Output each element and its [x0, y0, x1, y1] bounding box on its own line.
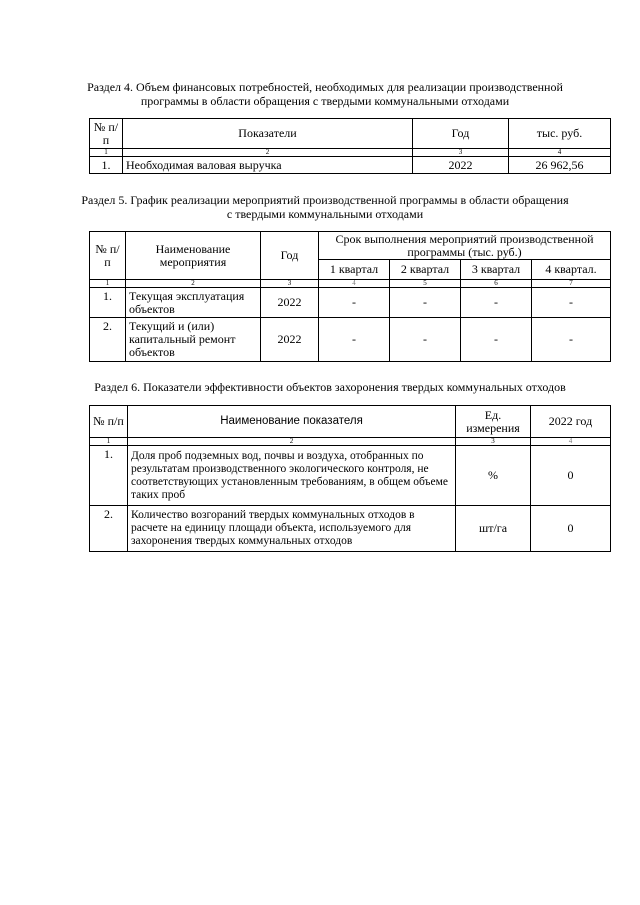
row-name: Необходимая валовая выручка — [123, 157, 413, 174]
s4-header-num: № п/п — [90, 119, 123, 149]
table-row — [90, 157, 611, 174]
row-q4: - — [532, 318, 611, 362]
s4-colnum: 3 — [413, 149, 509, 157]
s5-header-name: Наименование мероприятия — [126, 232, 261, 280]
row-value: 0 — [531, 506, 611, 552]
row-name: Доля проб подземных вод, почвы и воздуха, отобранных по результатам производственного экологического контроля, не соответствующих установленным требованиям, в общем объеме таких проб — [128, 446, 456, 506]
s6-header-unit: Ед. измерения — [456, 406, 531, 438]
s5-colnum: 5 — [390, 280, 461, 288]
row-year: 2022 — [261, 288, 319, 318]
s5-colnum: 4 — [319, 280, 390, 288]
s6-colnum: 3 — [456, 438, 531, 446]
row-q4: - — [532, 288, 611, 318]
s5-header-q2: 2 квартал — [390, 260, 461, 280]
s4-colnum: 2 — [123, 149, 413, 157]
section5-table — [89, 231, 611, 362]
section6-table — [89, 405, 611, 552]
s5-colnum: 1 — [90, 280, 126, 288]
s5-header-q3: 3 квартал — [461, 260, 532, 280]
row-q3: - — [461, 288, 532, 318]
s5-colnum: 3 — [261, 280, 319, 288]
row-num: 2. — [90, 506, 128, 552]
s4-colnum: 4 — [509, 149, 611, 157]
s5-colnum: 7 — [532, 280, 611, 288]
s6-header-name: Наименование показателя — [128, 406, 456, 438]
table-row — [90, 446, 611, 506]
row-q2: - — [390, 318, 461, 362]
s5-colnum: 2 — [126, 280, 261, 288]
section5-title: Раздел 5. График реализации мероприятий производственной программы в области обращения с твердыми коммунальными отходами — [81, 193, 569, 221]
s5-header-term: Срок выполнения мероприятий производственной программы (тыс. руб.) — [319, 232, 611, 260]
s5-header-q4: 4 квартал. — [532, 260, 611, 280]
s5-header-year: Год — [261, 232, 319, 280]
row-q1: - — [319, 318, 390, 362]
row-value: 26 962,56 — [509, 157, 611, 174]
row-q2: - — [390, 288, 461, 318]
row-q1: - — [319, 288, 390, 318]
s6-colnum: 4 — [531, 438, 611, 446]
s6-header-value: 2022 год — [531, 406, 611, 438]
row-q3: - — [461, 318, 532, 362]
s6-header-num: № п/п — [90, 406, 128, 438]
table-row — [90, 318, 611, 362]
row-year: 2022 — [261, 318, 319, 362]
row-name: Текущий и (или) капитальный ремонт объектов — [126, 318, 261, 362]
row-unit: шт/га — [456, 506, 531, 552]
s4-header-value: тыс. руб. — [509, 119, 611, 149]
s6-colnum: 1 — [90, 438, 128, 446]
row-name: Количество возгораний твердых коммунальных отходов в расчете на единицу площади объекта, используемого для захоронения твердых коммунальных отходов — [128, 506, 456, 552]
row-num: 2. — [90, 318, 126, 362]
section4-title: Раздел 4. Объем финансовых потребностей, необходимых для реализации производственной программы в области обращения с твердыми коммунальными отходами — [87, 80, 563, 108]
row-num: 1. — [90, 288, 126, 318]
section4-table — [89, 118, 611, 174]
row-year: 2022 — [413, 157, 509, 174]
s5-header-num: № п/п — [90, 232, 126, 280]
row-name: Текущая эксплуатация объектов — [126, 288, 261, 318]
s6-colnum: 2 — [128, 438, 456, 446]
row-unit: % — [456, 446, 531, 506]
s4-colnum: 1 — [90, 149, 123, 157]
s4-header-name: Показатели — [123, 119, 413, 149]
s5-header-q1: 1 квартал — [319, 260, 390, 280]
s5-colnum: 6 — [461, 280, 532, 288]
table-row — [90, 288, 611, 318]
s4-header-year: Год — [413, 119, 509, 149]
section6-title: Раздел 6. Показатели эффективности объектов захоронения твердых коммунальных отходов — [94, 380, 566, 394]
table-row — [90, 506, 611, 552]
row-value: 0 — [531, 446, 611, 506]
row-num: 1. — [90, 157, 123, 174]
row-num: 1. — [90, 446, 128, 506]
